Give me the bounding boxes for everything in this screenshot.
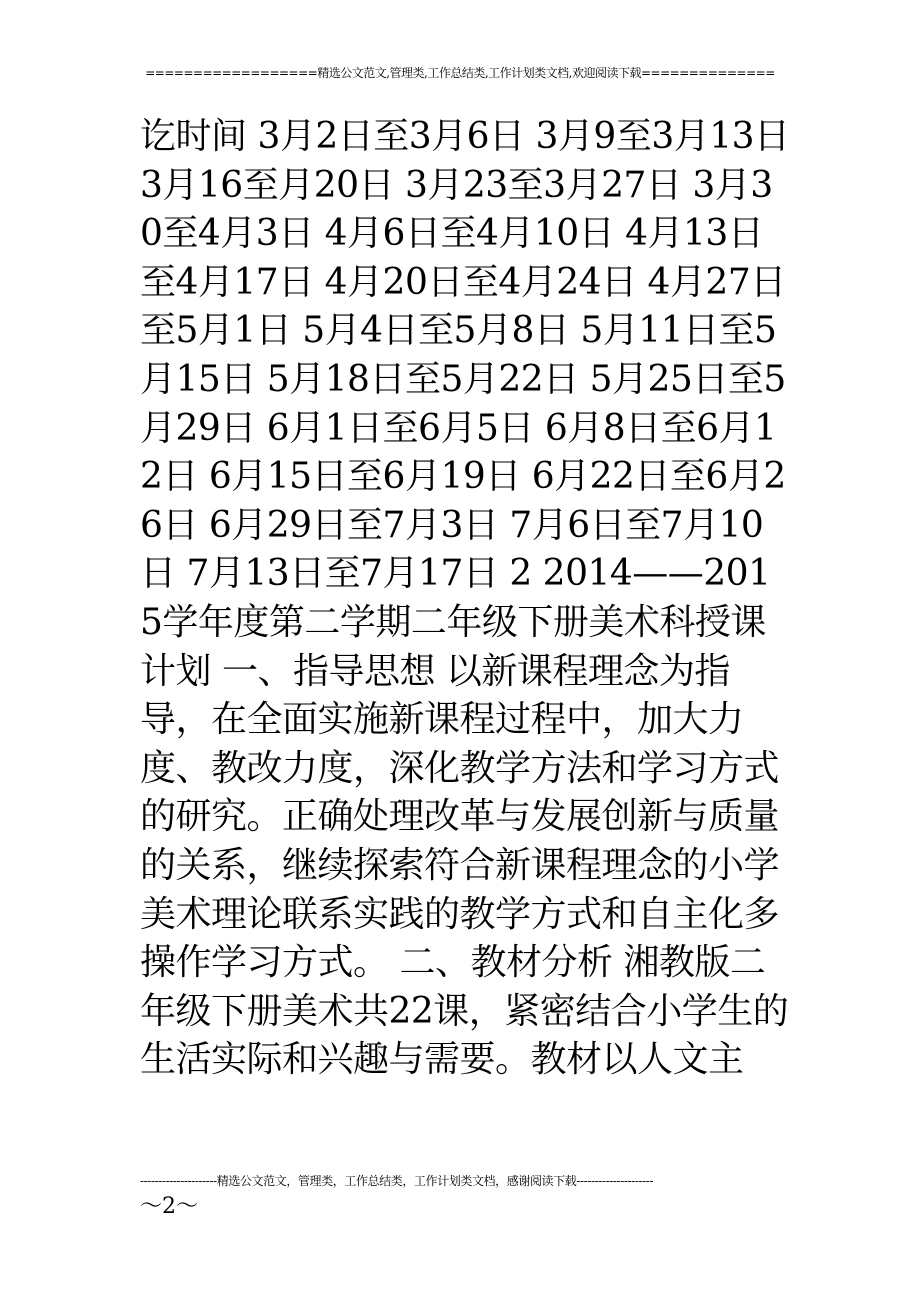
body-text: 讫时间 3月2日至3月6日 3月9至3月13日 3月16至月20日 3月23至3月27日 3月30至4月3日 4月6日至4月10日 4月13日至4月17日 4月20日至4月24日 4月27日至5月1日 5月4日至5月8日 5月11日至5月15日 5月18日至5月22日 5月25日至5月29日 6月1日至6月5日 6月8日至6月12日 6月15日至6月19日 6月22日至6月26日 6月29日至7月3日 7月6日至7月10日 7月13日至7月17日 2 2014——2015学年度第二学期二年级下册美术科授课计划 一、指导思想 以新课程理念为指导，在全面实施新课程过程中，加大力度、教改力度，深化教学方法和学习方式的研究。正确处理改革与发展创新与质量的关系，继续探索符合新课程理念的小学美术理论联系实践的教学方式和自主化多操作学习方式。 二、教材分析 湘教版二年级下册美术共22课，紧密结合小学生的生活实际和兴趣与需要。教材以人文主: [140, 116, 790, 1081]
page-number: ～2～: [140, 1194, 198, 1219]
page-header: ==================精选公文范文,管理类,工作总结类,工作计划类文档,欢迎阅读下载==============: [145, 66, 775, 80]
page-footer: ---------------------精选公文范文，管理类，工作总结类，工作计划类文档，感谢阅读下载---------------------: [140, 1174, 654, 1188]
